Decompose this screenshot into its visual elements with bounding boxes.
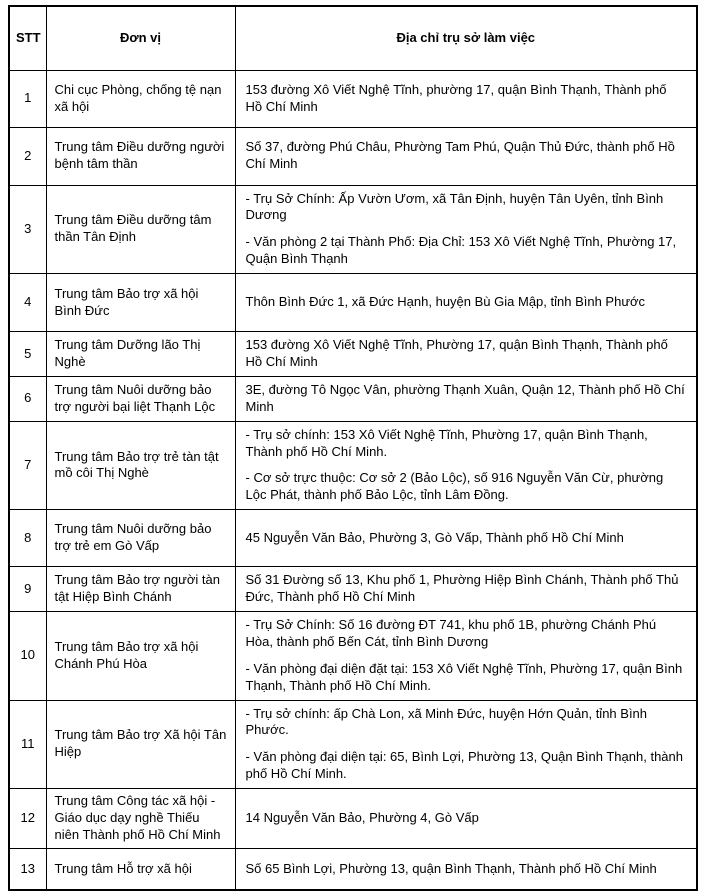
table-row — [9, 274, 697, 332]
table-row — [9, 127, 697, 185]
address-paragraph: - Trụ sở chính: ấp Chà Lon, xã Minh Đức, huyện Hớn Quản, tỉnh Bình Phước. — [245, 705, 648, 738]
stt-cell: 5 — [9, 332, 46, 377]
address-paragraph: - Trụ sở chính: 153 Xô Viết Nghệ Tĩnh, Phường 17, quận Bình Thạnh, Thành phố Hồ Chí Minh. — [245, 426, 648, 459]
address-cell — [235, 185, 697, 274]
unit-name-cell: Chi cục Phòng, chống tệ nạn xã hội — [46, 70, 235, 127]
address-paragraph: - Văn phòng 2 tại Thành Phố: Địa Chỉ: 153 Xô Viết Nghệ Tĩnh, Phường 17, Quận Bình Thạnh — [245, 234, 677, 267]
table-row — [9, 789, 697, 849]
stt-cell: 11 — [9, 700, 46, 789]
stt-cell: 9 — [9, 567, 46, 612]
address-paragraph: - Trụ Sở Chính: Số 16 đường ĐT 741, khu phố 1B, phường Chánh Phú Hòa, thành phố Bến Cát, tỉnh Bình Dương — [245, 616, 657, 649]
stt-cell: 10 — [9, 611, 46, 700]
unit-name-cell: Trung tâm Dưỡng lão Thị Nghè — [46, 332, 235, 377]
address-paragraph: - Cơ sở trực thuộc: Cơ sở 2 (Bảo Lộc), số 916 Nguyễn Văn Cừ, phường Lộc Phát, thành phố Bảo Lộc, tỉnh Lâm Đồng. — [245, 470, 664, 503]
address-cell — [235, 421, 697, 510]
table-row — [9, 421, 697, 510]
address-cell — [235, 376, 697, 421]
unit-name-cell: Trung tâm Hỗ trợ xã hội — [46, 848, 235, 890]
address-cell — [235, 510, 697, 567]
unit-name-cell: Trung tâm Điều dưỡng tâm thần Tân Định — [46, 185, 235, 274]
header-address: Địa chỉ trụ sở làm việc — [235, 6, 697, 70]
unit-name-cell: Trung tâm Bảo trợ người tàn tật Hiệp Bình Chánh — [46, 567, 235, 612]
unit-name-cell: Trung tâm Bảo trợ xã hội Chánh Phú Hòa — [46, 611, 235, 700]
address-paragraph: 45 Nguyễn Văn Bảo, Phường 3, Gò Vấp, Thành phố Hồ Chí Minh — [245, 529, 624, 545]
table-row — [9, 70, 697, 127]
address-paragraph: 14 Nguyễn Văn Bảo, Phường 4, Gò Vấp — [245, 809, 479, 825]
unit-name-cell: Trung tâm Bảo trợ xã hội Bình Đức — [46, 274, 235, 332]
address-cell — [235, 274, 697, 332]
unit-name-cell: Trung tâm Nuôi dưỡng bảo trợ trẻ em Gò Vấp — [46, 510, 235, 567]
header-row — [9, 6, 697, 70]
address-cell — [235, 611, 697, 700]
stt-cell: 6 — [9, 376, 46, 421]
table-row — [9, 332, 697, 377]
unit-name-cell: Trung tâm Điều dưỡng người bệnh tâm thần — [46, 127, 235, 185]
address-paragraph: 153 đường Xô Viết Nghệ Tĩnh, phường 17, quận Bình Thạnh, Thành phố Hồ Chí Minh — [245, 81, 667, 114]
stt-cell: 13 — [9, 848, 46, 890]
address-paragraph: Số 31 Đường số 13, Khu phố 1, Phường Hiệp Bình Chánh, Thành phố Thủ Đức, Thành phố Hồ Chí Minh — [245, 572, 679, 605]
unit-name-cell: Trung tâm Bảo trợ trẻ tàn tật mồ côi Thị Nghè — [46, 421, 235, 510]
address-paragraph: - Văn phòng đại diện đặt tại: 153 Xô Viết Nghệ Tĩnh, Phường 17, quận Bình Thạnh, Thành phố Hồ Chí Minh. — [245, 660, 683, 693]
header-unit: Đơn vị — [46, 6, 235, 70]
address-cell — [235, 332, 697, 377]
stt-cell: 1 — [9, 70, 46, 127]
table-row — [9, 611, 697, 700]
address-paragraph: Số 65 Bình Lợi, Phường 13, quận Bình Thạnh, Thành phố Hồ Chí Minh — [245, 860, 657, 876]
stt-cell: 3 — [9, 185, 46, 274]
stt-cell: 2 — [9, 127, 46, 185]
address-cell — [235, 848, 697, 890]
table-row — [9, 185, 697, 274]
table-body — [9, 70, 697, 890]
address-cell — [235, 789, 697, 849]
unit-name-cell: Trung tâm Công tác xã hội - Giáo dục dạy nghề Thiếu niên Thành phố Hồ Chí Minh — [46, 789, 235, 849]
address-cell — [235, 127, 697, 185]
table-row — [9, 848, 697, 890]
stt-cell: 7 — [9, 421, 46, 510]
table-row — [9, 567, 697, 612]
address-paragraph: 3E, đường Tô Ngọc Vân, phường Thạnh Xuân, Quận 12, Thành phố Hồ Chí Minh — [245, 381, 685, 414]
address-cell — [235, 70, 697, 127]
units-table — [8, 5, 698, 891]
table-row — [9, 700, 697, 789]
unit-name-cell: Trung tâm Nuôi dưỡng bảo trợ người bại liệt Thạnh Lộc — [46, 376, 235, 421]
stt-cell: 8 — [9, 510, 46, 567]
header-stt: STT — [9, 6, 46, 70]
address-paragraph: 153 đường Xô Viết Nghệ Tĩnh, Phường 17, quận Bình Thạnh, Thành phố Hồ Chí Minh — [245, 337, 668, 369]
stt-cell: 12 — [9, 789, 46, 849]
table-row — [9, 376, 697, 421]
address-cell — [235, 700, 697, 789]
table-row — [9, 510, 697, 567]
unit-name-cell: Trung tâm Bảo trợ Xã hội Tân Hiệp — [46, 700, 235, 789]
address-paragraph: - Trụ Sở Chính: Ấp Vườn Ươm, xã Tân Định, huyện Tân Uyên, tỉnh Bình Dương — [245, 190, 664, 223]
address-paragraph: Số 37, đường Phú Châu, Phường Tam Phú, Quận Thủ Đức, thành phố Hồ Chí Minh — [245, 139, 675, 171]
stt-cell: 4 — [9, 274, 46, 332]
address-paragraph: - Văn phòng đại diện tại: 65, Bình Lợi, Phường 13, Quận Bình Thạnh, thành phố Hồ Chí Minh. — [245, 749, 683, 782]
address-paragraph: Thôn Bình Đức 1, xã Đức Hạnh, huyện Bù Gia Mập, tỉnh Bình Phước — [245, 294, 646, 310]
address-cell — [235, 567, 697, 612]
